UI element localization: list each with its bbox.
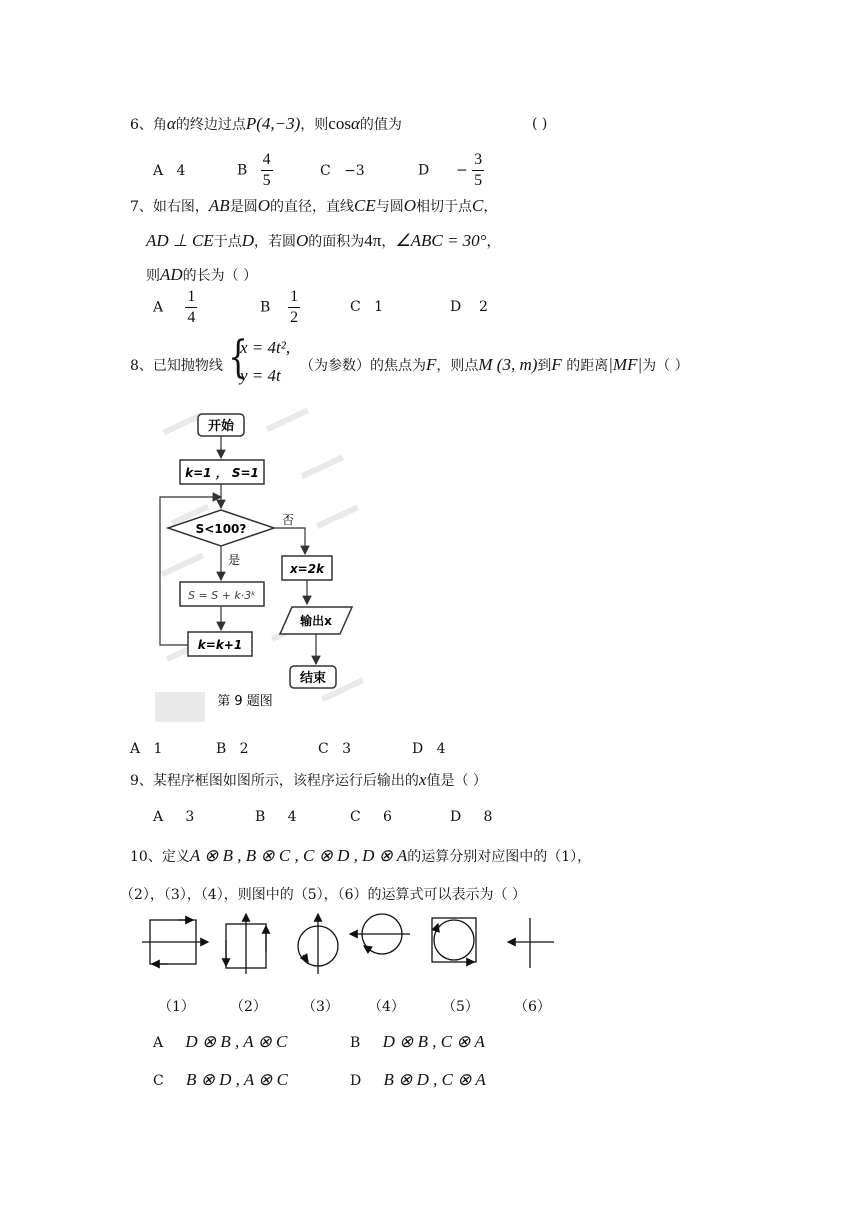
figure-1 — [142, 920, 208, 964]
option-d: D 4 — [412, 741, 446, 757]
option-d: D B ⊗ D , C ⊗ A — [350, 1070, 486, 1089]
q10-line2: （2），（3），（4），则图中的（5），（6）的运算式可以表示为（ ） — [120, 887, 526, 903]
figure-label: （4） — [368, 999, 405, 1015]
q7-line2: AD ⊥ CE于点D，若圆O的面积为4π，∠ABC = 30°， — [146, 231, 501, 250]
option-a: A D ⊗ B , A ⊗ C — [153, 1032, 288, 1051]
yes-label: 是 — [228, 553, 241, 567]
fraction: $\frac{1}{4}$ — [187, 288, 196, 326]
assign-label: x=2k — [289, 562, 325, 576]
option-c: C 1 — [350, 299, 383, 315]
output-label: 输出x — [300, 614, 332, 628]
q9-stem: 9、某程序框图如图所示，该程序运行后输出的x值是（ ） — [130, 770, 487, 789]
start-label: 开始 — [207, 419, 235, 434]
operation-figures — [138, 910, 578, 985]
equation-y: y = 4t — [240, 366, 281, 385]
end-label: 结束 — [299, 671, 327, 686]
option-d: D 2 — [450, 299, 488, 315]
fraction: $\frac{1}{2}$ — [290, 288, 299, 326]
equation-x: x = 4t², — [240, 338, 291, 357]
option-a: A 3 — [153, 809, 195, 825]
option-c: C −3 — [320, 163, 365, 179]
option-b: B 2 — [216, 741, 249, 757]
option-b: B D ⊗ B , C ⊗ A — [350, 1032, 485, 1051]
answer-paren: ( ) — [532, 116, 548, 132]
option-c: C B ⊗ D , A ⊗ C — [153, 1070, 288, 1089]
figure-label: （5） — [442, 999, 479, 1015]
option-c: C 6 — [350, 809, 392, 825]
q7-line3: 则AD的长为（ ） — [146, 265, 258, 284]
option-d: D 8 — [450, 809, 493, 825]
figure-label: （6） — [514, 999, 551, 1015]
q6-stem: 6、角α的终边过点P(4,−3)，则cosα的值为 — [130, 114, 402, 133]
no-label: 否 — [282, 513, 295, 527]
fraction: $\frac{4}{5}$ — [262, 151, 271, 189]
option-b: B $\frac{4}{5}$ — [237, 151, 271, 189]
option-b: B 4 — [255, 809, 297, 825]
figure-5 — [432, 918, 476, 962]
option-a: A 1 — [130, 741, 163, 757]
option-b: B $\frac{1}{2}$ — [260, 288, 299, 326]
figure-label: （1） — [158, 999, 195, 1015]
update-label: S = S + k·3ᵏ — [188, 589, 256, 602]
option-a: A $\frac{1}{4}$ — [153, 288, 196, 326]
option-a: A 4 — [153, 163, 186, 179]
figure-4 — [350, 914, 410, 954]
figure-label: （3） — [302, 999, 339, 1015]
increment-label: k=k+1 — [197, 638, 243, 652]
q8-prefix: 8、已知抛物线 — [130, 358, 223, 374]
init-label: k=1 ， S=1 — [185, 466, 259, 480]
figure-2 — [226, 914, 266, 974]
fraction: $\frac{3}{5}$ — [474, 151, 483, 189]
q10-line1: 10、定义A ⊗ B , B ⊗ C , C ⊗ D , D ⊗ A的运算分别对应图中的（1）， — [130, 846, 592, 865]
figure-3 — [298, 914, 338, 974]
figure-caption: 第 9 题图 — [217, 694, 273, 709]
flowchart-figure — [150, 402, 390, 732]
q7-line1: 7、如右图，AB是圆O的直径，直线CE与圆O相切于点C， — [130, 196, 498, 215]
option-d: D − $\frac{3}{5}$ — [418, 151, 483, 189]
q8-stem: （为参数）的焦点为F，则点M (3, m)到F 的距离|MF|为（ ） — [300, 355, 689, 374]
decision-label: S<100? — [195, 522, 247, 536]
option-c: C 3 — [318, 741, 351, 757]
figure-label: （2） — [230, 999, 267, 1015]
figure-6 — [508, 918, 554, 968]
left-brace: { — [228, 332, 248, 383]
